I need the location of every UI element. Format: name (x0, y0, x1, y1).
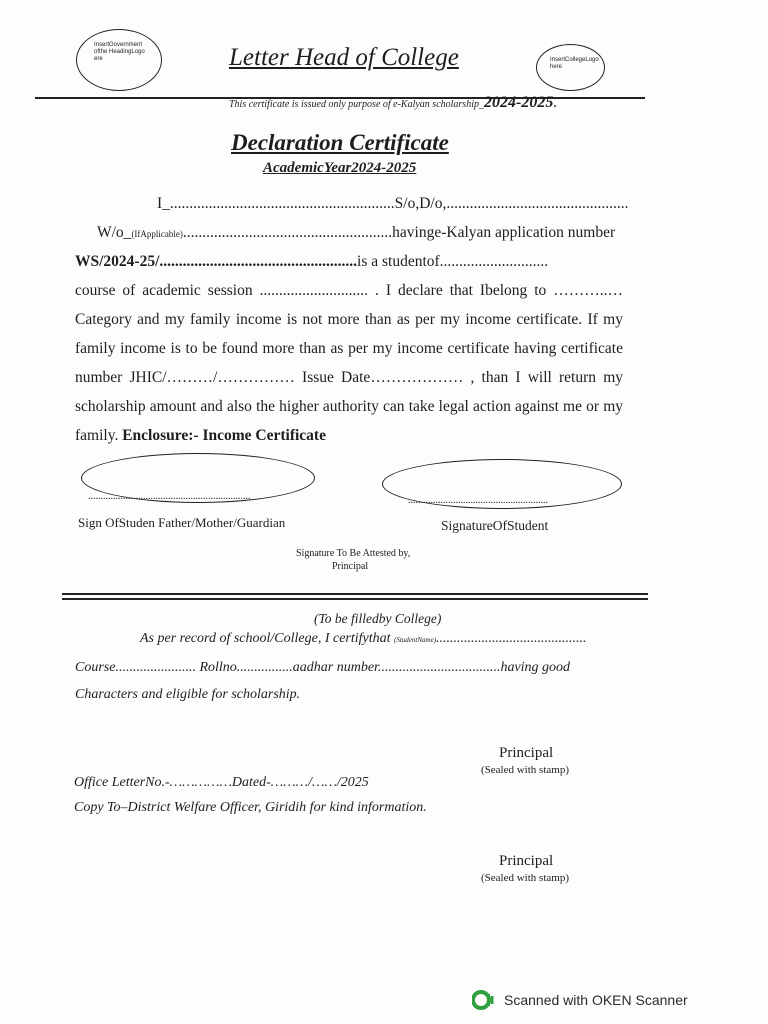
issued-note-year: 2024-2025 (483, 94, 554, 111)
college-section-heading: (To be filledby College) (314, 611, 442, 626)
declaration-line-2 (75, 218, 623, 247)
wo-rest: ......................................................havinge-Kalyan application number (182, 224, 616, 241)
copy-to-line: Copy To–District Welfare Officer, Giridih for kind information. (74, 800, 427, 815)
student-signature-label: SignatureOfStudent (441, 518, 549, 533)
principal-note-1: (Sealed with stamp) (481, 764, 569, 776)
wo-prefix: W/o_ (97, 224, 132, 241)
student-signature-line: ........................................................ (408, 495, 548, 506)
declaration-line-1: I_..........................................................S/o,D/o,............................................... (157, 195, 629, 212)
oken-scanner-logo-icon (472, 989, 496, 1011)
scanner-label: Scanned with OKEN Scanner (504, 992, 688, 1008)
declaration-line-5: Category and my family income is not more than as per my income certificate. If my (75, 311, 623, 328)
student-name-note: (StudentName) (394, 636, 437, 644)
if-applicable-note: (IfApplicable) (131, 229, 183, 239)
guardian-signature-label: Sign OfStuden Father/Mother/Guardian (78, 515, 286, 530)
government-logo-text: InsertGovernment ofthe HeadingLogo ere (94, 42, 145, 62)
application-number-field: WS/2024-25/................................................... (75, 253, 358, 270)
enclosure-text: Enclosure:- Income Certificate (122, 427, 326, 444)
declaration-line-3 (75, 247, 623, 276)
declaration-paragraph (75, 189, 629, 450)
academic-year: AcademicYear2024-2025 (263, 160, 417, 176)
certificate-title: Declaration Certificate (231, 130, 449, 155)
student-of-text: is a studentof............................ (357, 253, 549, 270)
attest-line-1: Signature To Be Attested by, (296, 548, 411, 559)
issued-note (229, 94, 557, 112)
declaration-line-4: course of academic session ............................ . I declare that Ibelong to ………..… (75, 282, 623, 299)
declaration-line-6: family income is to be found more than as per my income certificate having certificate (75, 340, 623, 357)
declaration-line-8: scholarship amount and also the higher authority can take legal action against me or my (75, 398, 623, 415)
office-letter-line: Office LetterNo.-……………Dated-………/……/2025 (74, 775, 369, 790)
principal-note-2: (Sealed with stamp) (481, 872, 569, 884)
college-character-line: Characters and eligible for scholarship. (75, 687, 301, 702)
scanner-watermark (472, 989, 688, 1011)
family-text: family. (75, 427, 123, 444)
letterhead-title: Letter Head of College (229, 44, 459, 71)
issued-note-text: This certificate is issued only purpose of e-Kalyan scholarship_ (229, 99, 484, 110)
principal-title-1: Principal (499, 745, 554, 761)
section-divider-bottom (62, 598, 648, 600)
certify-text: As per record of school/College, I certifythat (140, 631, 395, 646)
principal-title-2: Principal (499, 853, 554, 869)
student-name-dots: ........................................... (436, 631, 587, 646)
college-certify-line (140, 631, 587, 647)
college-logo-text: InsertCollegeLogo here (550, 57, 599, 70)
section-divider-top (62, 593, 648, 595)
attest-line-2: Principal (332, 561, 369, 572)
college-course-line: Course....................... Rollno................aadhar number...................................having good (75, 660, 571, 675)
guardian-signature-line: ................................................................. (88, 491, 251, 502)
declaration-line-7: number JHIC/………/…………… Issue Date……………… , than I will return my (75, 369, 623, 386)
issued-note-period: . (553, 94, 558, 111)
declaration-line-9 (75, 421, 623, 450)
